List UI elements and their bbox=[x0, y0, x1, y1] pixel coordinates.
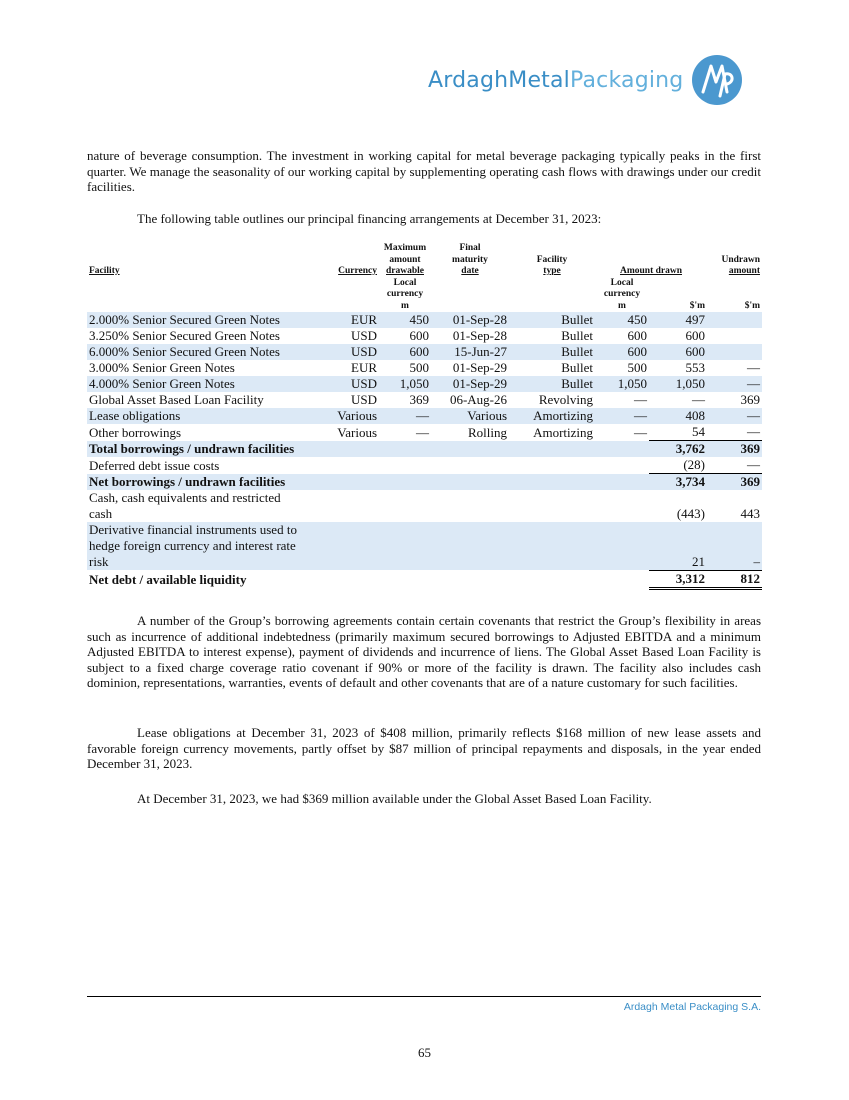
table-row: 2.000% Senior Secured Green Notes EUR 450 01-Sep-28 Bullet 450 497 bbox=[87, 312, 762, 328]
header-facility: Facility bbox=[89, 266, 120, 276]
header-facility-type: Facility type bbox=[536, 254, 568, 276]
subheader-local-currency: Local currency m bbox=[386, 277, 424, 311]
total-borrowings-row: Total borrowings / undrawn facilities 3,762 369 bbox=[89, 441, 760, 456]
cash-label: Cash, cash equivalents and restricted cash bbox=[89, 490, 281, 521]
financing-table bbox=[87, 243, 762, 590]
logo-text-part2: Packaging bbox=[570, 67, 684, 93]
header-final-maturity: Final maturity date bbox=[452, 243, 488, 276]
table-intro-paragraph: The following table outlines our principal financing arrangements at December 31, 2023: bbox=[137, 211, 602, 226]
subheader-local-currency-drawn: Local currency m bbox=[603, 277, 641, 311]
table-row: 4.000% Senior Green Notes USD 1,050 01-Sep-29 Bullet 1,050 1,050 — bbox=[89, 376, 760, 391]
footer-divider bbox=[87, 996, 761, 997]
net-debt-row: Net debt / available liquidity 3,312 812 bbox=[89, 570, 760, 587]
cash-row: Cash, cash equivalents and restricted cash (443) 443 bbox=[89, 490, 760, 521]
table-row: 3.250% Senior Secured Green Notes USD 600 01-Sep-28 Bullet 600 600 bbox=[89, 328, 705, 343]
header-max-amount: Maximum amount drawable bbox=[383, 243, 427, 276]
deferred-costs-row: Deferred debt issue costs (28) — bbox=[89, 457, 760, 473]
table-subheader-row bbox=[87, 278, 762, 313]
footer-company-name: Ardagh Metal Packaging S.A. bbox=[623, 1001, 761, 1013]
logo-text-part1: ArdaghMetal bbox=[428, 67, 570, 93]
page-number: 65 bbox=[418, 1045, 431, 1060]
table-row: Global Asset Based Loan Facility USD 369 06-Aug-26 Revolving — — 369 bbox=[89, 392, 760, 407]
subheader-usd-m: $'m bbox=[689, 300, 705, 311]
derivative-row: Derivative financial instruments used to hedge foreign currency and interest rate risk 21 – bbox=[89, 522, 760, 569]
table-header-row bbox=[87, 243, 762, 278]
amp-logo-icon bbox=[689, 52, 745, 108]
table-row: Lease obligations Various — Various Amortizing — 408 — bbox=[89, 408, 760, 423]
intro-paragraph: nature of beverage consumption. The investment in working capital for metal beverage packaging typically peaks in the first quarter. We manage the seasonality of our working capital by supplementing operating cash flows with drawings under our credit facilities. bbox=[87, 148, 761, 195]
subheader-usd-m-undrawn: $'m bbox=[744, 300, 760, 311]
header-undrawn: Undrawn amount bbox=[721, 254, 760, 276]
logo-wordmark bbox=[428, 68, 683, 93]
covenants-paragraph: A number of the Group’s borrowing agreements contain certain covenants that restrict the Group’s flexibility in areas such as incurrence of additional indebtedness (primarily maximum secured borrowings to Adjusted EBITDA and a minimum Adjusted EBITDA to interest expense), payment of dividends and incurrence of liens. The Global Asset Based Loan Facility is subject to a fixed charge coverage ratio covenant if 90% or more of the facility is drawn. The facility also includes cash dominion, representations, warranties, events of default and other covenants that are of a nature customary for such facilities. bbox=[87, 613, 761, 691]
lease-paragraph: Lease obligations at December 31, 2023 of $408 million, primarily reflects $168 million of new lease assets and favorable foreign currency movements, partly offset by $87 million of principal repayments and disposals, in the year ended December 31, 2023. bbox=[87, 725, 761, 772]
table-row: Other borrowings Various — Rolling Amortizing — 54 — bbox=[89, 424, 760, 440]
table-row: 3.000% Senior Green Notes EUR 500 01-Sep-29 Bullet 500 553 — bbox=[89, 360, 760, 375]
available-paragraph: At December 31, 2023, we had $369 million available under the Global Asset Based Loan Facility. bbox=[137, 791, 652, 806]
header-currency: Currency bbox=[338, 266, 377, 276]
header-amount-drawn: Amount drawn bbox=[619, 266, 683, 276]
net-borrowings-row: Net borrowings / undrawn facilities 3,734 369 bbox=[89, 474, 760, 489]
derivative-label: Derivative financial instruments used to hedge foreign currency and interest rate risk bbox=[87, 522, 649, 570]
company-logo bbox=[428, 52, 745, 108]
table-row: 6.000% Senior Secured Green Notes USD 600 15-Jun-27 Bullet 600 600 bbox=[87, 344, 762, 360]
